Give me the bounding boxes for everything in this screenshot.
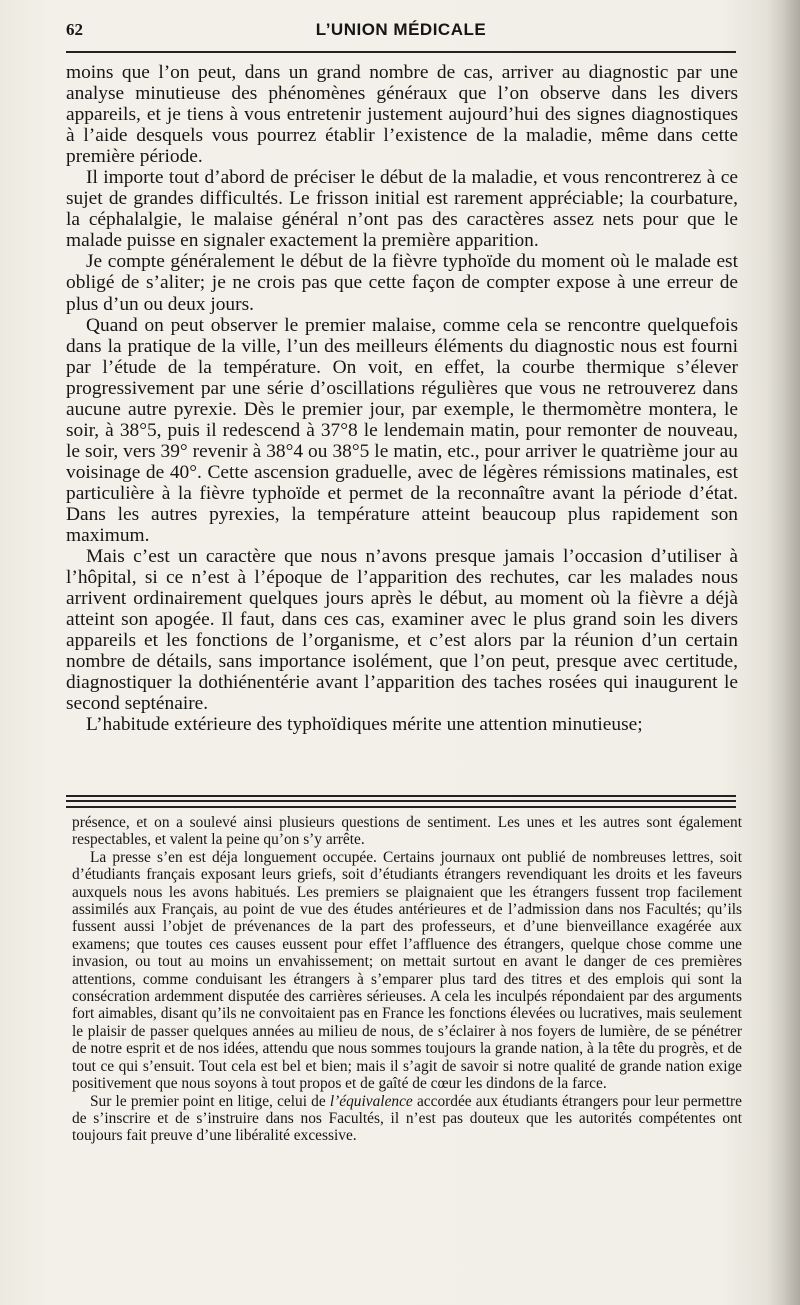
main-text [66, 62, 738, 736]
body-paragraph: Je compte généralement le début de la fièvre typhoïde du moment où le malade est obligé de s’aliter; je ne crois pas que cette façon de compter expose à une erreur de plus d’un ou deux jours. [66, 251, 738, 315]
body-paragraph: moins que l’on peut, dans un grand nombre de cas, arriver au diagnostic par une analyse minutieuse des phénomènes généraux que l’on observe dans les divers appareils, et je tiens à vous entretenir justement aujourd’hui des signes diagnostiques à l’aide desquels vous pourrez établir l’existence de la maladie, même dans cette première période. [66, 62, 738, 168]
footnote [72, 814, 742, 1145]
running-head: L’UNION MÉDICALE [315, 20, 487, 39]
footnote-italic-term: l’équivalence [329, 1092, 413, 1110]
footnote-paragraph [72, 1093, 742, 1145]
body-paragraph: Il importe tout d’abord de préciser le début de la maladie, et vous rencontrerez à ce sujet de grandes difficultés. Le frisson initial est rarement appréciable; la courbature, la céphalalgie, le malaise général n’ont pas des caractères assez nets pour que le malade puisse en signaler exactement la première apparition. [66, 167, 738, 252]
footnote-paragraph: La presse s’en est déja longuement occupée. Certains journaux ont publié de nombreuses lettres, soit d’étudiants français exposant leurs griefs, soit d’étudiants étrangers revendiquant les droits et les faveurs auxquels nous les avons habitués. Les premiers se plaignaient que les étrangers fussent trop facilement assimilés aux Français, au point de vue des études antérieures et de l’admission dans nos Facultés; qu’ils fussent aussi l’objet de prévenances de la part des professeurs, et d’une bienveillance exagérée aux examens; que toutes ces causes eussent pour effet l’affluence des étrangers, quelque chose comme une invasion, ou tout au moins un envahissement; on mettait surtout en avant le danger de ces premières attentions, comme conduisant les étrangers à s’emparer plus tard des titres et des emplois qui sont la consécration ardemment disputée des carrières sérieuses. A cela les inculpés répondaient par des arguments fort aimables, disant qu’ils ne convoitaient pas en France les fonctions élevées ou lucratives, mais seulement le plaisir de passer quelques années au milieu de nous, de s’éclairer à nos foyers de lumière, de se pénétrer de notre esprit et de nos idées, attendu que nous sommes toujours la grande nation, à la tête du progrès, et de tout ce qui s’ensuit. Tout cela est bel et bien; mais il s’agit de savoir si notre qualité de grande nation exige positivement que nous soyons à tout propos et de gaîté de cœur les dindons de la farce. [72, 848, 742, 1093]
footnote-text: accordée aux étudiants étrangers pour leur permettre de s’inscrire et de s’instruire dans nos Facultés, il n’est pas douteux que les autorités compétentes ont toujours fait preuve d’une libéralité excessive. [72, 1092, 742, 1145]
footnote-text: Sur le premier point en litige, celui de [90, 1092, 330, 1110]
body-paragraph: Mais c’est un caractère que nous n’avons presque jamais l’occasion d’utiliser à l’hôpital, si ce n’est à l’époque de l’apparition des rechutes, car les malades nous arrivent ordinairement quelques jours après le début, au moment où la fièvre a déjà atteint son apogée. Il faut, dans ces cas, examiner avec le plus grand soin les divers appareils et les fonctions de l’organisme, et c’est alors par la réunion d’un certain nombre de détails, sans importance isolément, que l’on peut, presque avec certitude, diagnostiquer la dothiénentérie avant l’apparition des taches rosées qui inaugurent le second septénaire. [66, 546, 738, 715]
footnote-rule [66, 806, 736, 808]
page-number: 62 [66, 20, 83, 39]
body-paragraph: L’habitude extérieure des typhoïdiques mérite une attention minutieuse; [86, 714, 643, 736]
header-rule [66, 51, 736, 53]
body-paragraph: Quand on peut observer le premier malaise, comme cela se rencontre quelquefois dans la pratique de la ville, l’un des meilleurs éléments du diagnostic nous est fourni par l’étude de la température. On voit, en effet, la courbe thermique s’élever progressivement par une série d’oscillations régulières que vous ne retrouverez dans aucune autre pyrexie. Dès le premier jour, par exemple, le thermomètre montera, le soir, à 38°5, puis il redescend à 37°8 le lendemain matin, pour remonter de nouveau, le soir, vers 39° revenir à 38°4 ou 38°5 le matin, etc., pour arriver le quatrième jour au voisinage de 40°. Cette ascension graduelle, avec de légères rémissions matinales, est particulière à la fièvre typhoïde et permet de la reconnaître avant la période d’état. Dans les autres pyrexies, la température atteint beaucoup plus rapidement son maximum. [66, 314, 738, 547]
footnote-rule [66, 800, 736, 802]
page-header [66, 20, 736, 46]
footnote-paragraph: présence, et on a soulevé ainsi plusieurs questions de sentiment. Les unes et les autres sont également respectables, et valent la peine qu’on s’y arrête. [72, 814, 742, 849]
footnote-rule [66, 795, 736, 797]
page-gutter-shadow [766, 0, 800, 1305]
